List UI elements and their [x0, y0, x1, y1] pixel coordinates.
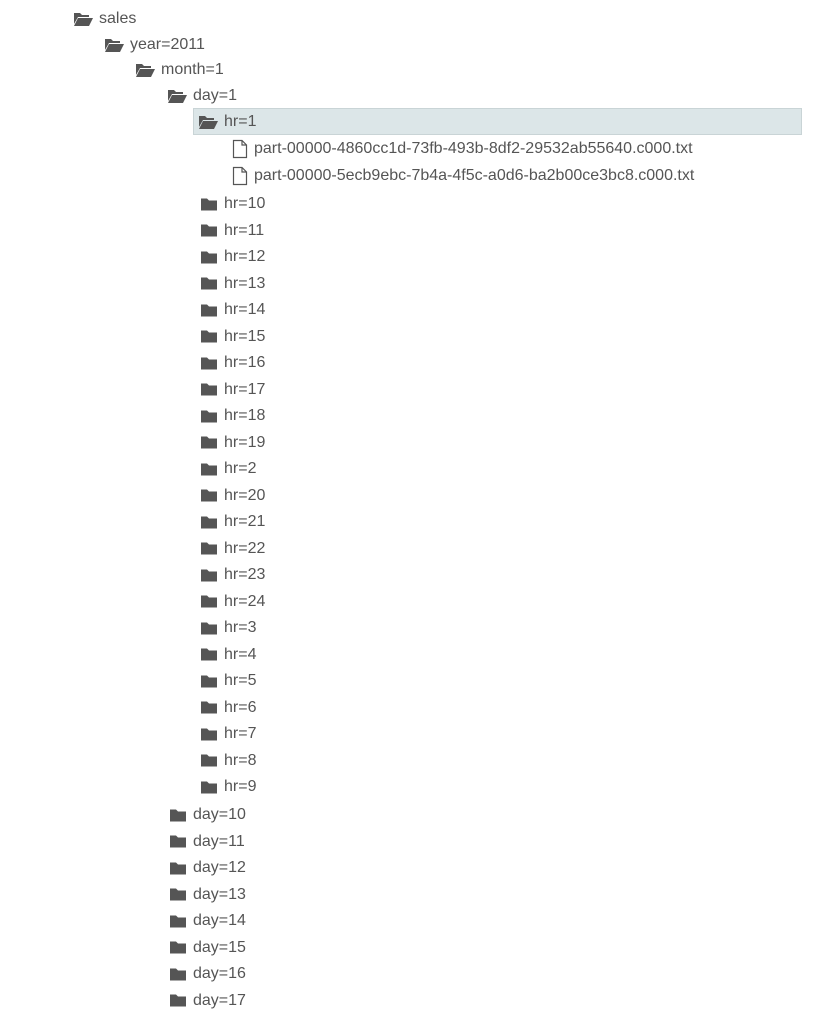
- tree-node-label: hr=9: [224, 778, 257, 795]
- folder-icon: [200, 621, 218, 636]
- tree-node-day[interactable]: [169, 991, 246, 1011]
- folder-icon: [169, 993, 187, 1008]
- tree-node-label: hr=7: [224, 725, 257, 742]
- tree-node-hour[interactable]: [200, 274, 265, 294]
- folder-open-icon: [73, 11, 93, 27]
- tree-node-label: hr=17: [224, 380, 266, 398]
- folder-icon: [200, 674, 218, 689]
- folder-icon: [200, 780, 218, 795]
- tree-node-label: hr=13: [224, 274, 266, 292]
- folder-open-icon: [198, 114, 218, 130]
- tree-node-label: hr=12: [224, 248, 266, 265]
- tree-node-label: hr=6: [224, 698, 257, 716]
- folder-icon: [200, 462, 218, 477]
- folder-icon: [200, 197, 218, 212]
- folder-icon: [200, 276, 218, 291]
- tree-node-label: day=16: [193, 965, 246, 982]
- folder-icon: [200, 594, 218, 609]
- tree-node-label: hr=3: [224, 619, 257, 636]
- tree-node-hour[interactable]: [200, 618, 256, 638]
- tree-node-day[interactable]: [169, 858, 246, 878]
- tree-node-hour[interactable]: [200, 724, 256, 744]
- tree-node-label: hr=18: [224, 407, 266, 424]
- tree-node-label: hr=16: [224, 354, 266, 371]
- tree-node-label: hr=15: [224, 327, 266, 345]
- tree-node-label: hr=23: [224, 566, 266, 583]
- tree-node-hour[interactable]: [200, 406, 265, 426]
- tree-node-hour[interactable]: [200, 433, 265, 453]
- folder-icon: [200, 303, 218, 318]
- folder-icon: [200, 568, 218, 583]
- tree-node-day[interactable]: [169, 805, 246, 825]
- tree-node-label: hr=4: [224, 645, 257, 663]
- tree-node-label: hr=11: [224, 221, 265, 239]
- tree-node-hour[interactable]: [200, 565, 265, 585]
- tree-node-label: hr=21: [224, 513, 266, 530]
- folder-icon: [169, 914, 187, 929]
- folder-icon: [200, 488, 218, 503]
- tree-node-label: hr=1: [224, 112, 257, 130]
- tree-node-label: part-00000-5ecb9ebc-7b4a-4f5c-a0d6-ba2b00ce3bc8.c000.txt: [254, 167, 695, 184]
- folder-icon: [200, 223, 218, 238]
- tree-node-day[interactable]: [169, 911, 246, 931]
- tree-node-label: year=2011: [130, 36, 205, 53]
- tree-node-label: day=14: [193, 912, 246, 929]
- tree-node-hour[interactable]: [200, 327, 265, 347]
- tree-node-hour[interactable]: [200, 671, 256, 691]
- tree-node-hour[interactable]: [200, 592, 265, 612]
- tree-node-label: hr=2: [224, 460, 257, 477]
- folder-icon: [169, 887, 187, 902]
- tree-node-month[interactable]: [135, 60, 224, 80]
- tree-node-label: hr=10: [224, 195, 266, 212]
- folder-icon: [200, 753, 218, 768]
- tree-node-sales[interactable]: [73, 9, 136, 29]
- tree-node-label: hr=19: [224, 433, 266, 451]
- folder-icon: [200, 435, 218, 450]
- tree-node-label: day=10: [193, 806, 246, 823]
- tree-node-label: sales: [99, 10, 137, 27]
- tree-node-label: hr=24: [224, 592, 266, 610]
- tree-node-hour[interactable]: [200, 380, 265, 400]
- file-icon: [232, 139, 248, 159]
- tree-node-day[interactable]: [169, 964, 246, 984]
- tree-node-hour[interactable]: [200, 353, 265, 373]
- tree-node-hr-1-selected[interactable]: [193, 108, 802, 135]
- folder-open-icon: [167, 88, 187, 104]
- tree-node-label: part-00000-4860cc1d-73fb-493b-8df2-29532ab55640.c000.txt: [254, 140, 693, 157]
- tree-node-label: hr=5: [224, 672, 257, 689]
- tree-node-hour[interactable]: [200, 777, 256, 797]
- folder-icon: [169, 834, 187, 849]
- folder-icon: [200, 647, 218, 662]
- tree-node-label: hr=8: [224, 751, 257, 769]
- tree-node-hour[interactable]: [200, 698, 256, 718]
- tree-node-hour[interactable]: [200, 512, 265, 532]
- tree-node-day[interactable]: [169, 832, 245, 852]
- tree-node-label: month=1: [161, 61, 224, 78]
- folder-icon: [169, 808, 187, 823]
- tree-node-year[interactable]: [104, 35, 205, 55]
- tree-node-label: hr=22: [224, 539, 266, 557]
- tree-node-hour[interactable]: [200, 300, 265, 320]
- tree-node-hour[interactable]: [200, 486, 265, 506]
- tree-node-hour[interactable]: [200, 194, 265, 214]
- tree-node-label: hr=20: [224, 486, 266, 504]
- tree-node-label: day=11: [193, 832, 245, 850]
- folder-icon: [200, 250, 218, 265]
- tree-node-label: day=12: [193, 859, 246, 876]
- folder-icon: [169, 861, 187, 876]
- tree-node-hour[interactable]: [200, 221, 264, 241]
- folder-icon: [169, 967, 187, 982]
- folder-icon: [200, 329, 218, 344]
- folder-icon: [200, 382, 218, 397]
- folder-icon: [200, 515, 218, 530]
- tree-node-day[interactable]: [169, 938, 246, 958]
- tree-node-hour[interactable]: [200, 459, 256, 479]
- folder-icon: [200, 727, 218, 742]
- tree-node-day[interactable]: [169, 885, 246, 905]
- folder-open-icon: [104, 37, 124, 53]
- tree-node-hour[interactable]: [200, 645, 256, 665]
- tree-node-hour[interactable]: [200, 247, 265, 267]
- tree-node-hour[interactable]: [200, 751, 256, 771]
- folder-icon: [200, 541, 218, 556]
- folder-icon: [200, 700, 218, 715]
- tree-node-day-1[interactable]: [167, 86, 237, 106]
- tree-node-label: day=13: [193, 885, 246, 903]
- tree-node-label: day=1: [193, 87, 238, 104]
- tree-node-label: hr=14: [224, 301, 266, 318]
- tree-node-label: day=15: [193, 938, 246, 956]
- folder-icon: [169, 940, 187, 955]
- folder-open-icon: [135, 62, 155, 78]
- folder-icon: [200, 356, 218, 371]
- folder-icon: [200, 409, 218, 424]
- tree-node-hour[interactable]: [200, 539, 265, 559]
- tree-node-label: day=17: [193, 991, 246, 1009]
- file-icon: [232, 166, 248, 186]
- file-item[interactable]: [232, 139, 693, 159]
- file-item[interactable]: [232, 166, 694, 186]
